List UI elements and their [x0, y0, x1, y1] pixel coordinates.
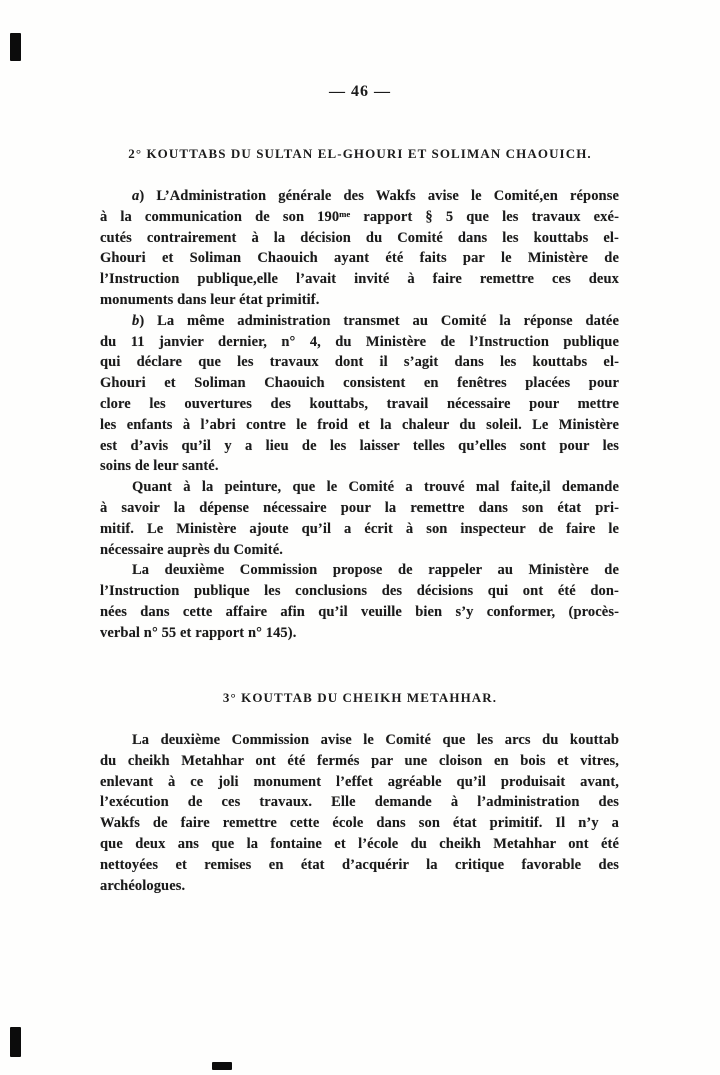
paragraph-line: est d’avis qu’il y a lieu de les laisser telles qu’elles sont pour les: [100, 437, 619, 454]
paragraph-line: à savoir la dépense nécessaire pour la remettre dans son état pri-: [100, 499, 619, 516]
paragraph-line: que deux ans que la fontaine et l’école du cheikh Metahhar ont été: [100, 835, 619, 852]
paragraph-line: du cheikh Metahhar ont été fermés par une cloison en bois et vitres,: [100, 752, 619, 769]
paragraph-line: archéologues.: [100, 877, 186, 894]
paragraph-line: cutés contrairement à la décision du Comité dans les kouttabs el-: [100, 229, 619, 246]
page-number: — 46 —: [329, 83, 391, 100]
paragraph-line: enlevant à ce joli monument l’effet agréable qu’il produisait avant,: [100, 773, 619, 790]
paragraph-line: Wakfs de faire remettre cette école dans son état primitif. Il n’y a: [100, 815, 619, 832]
paragraph-line: b) La même administration transmet au Comité la réponse datée: [132, 312, 619, 329]
paragraph-line: qui déclare que les travaux dont il s’agit dans les kouttabs el-: [100, 354, 619, 371]
section-heading-kouttab-cheikh: 3° KOUTTAB DU CHEIKH METAHHAR.: [222, 690, 498, 705]
paragraph-line: Ghouri et Soliman Chaouich ayant été faits par le Ministère de: [100, 250, 619, 267]
paragraph-line: l’Instruction publique les conclusions des décisions qui ont été don-: [100, 583, 619, 600]
paragraph-line: clore les ouvertures des kouttabs, travail nécessaire pour mettre: [100, 395, 619, 412]
paragraph-line: à la communication de son 190ᵐᵉ rapport § 5 que les travaux exé-: [100, 208, 619, 225]
paragraph-line: l’Instruction publique,elle l’avait invité à faire remettre ces deux: [100, 271, 619, 288]
section-heading-kouttabs-sultan: 2° KOUTTABS DU SULTAN EL-GHOURI ET SOLIMAN CHAOUICH.: [128, 146, 592, 161]
text-block-metahhar: [100, 730, 619, 896]
paragraph-line: nécessaire auprès du Comité.: [100, 541, 283, 558]
paragraph-line: l’exécution de ces travaux. Elle demande à l’administration des: [100, 794, 619, 811]
paragraph-line: verbal n° 55 et rapport n° 145).: [100, 624, 297, 641]
paragraph-line: les enfants à l’abri contre le froid et la chaleur du soleil. Le Ministère: [100, 416, 619, 433]
scan-mark-top-left: [10, 33, 21, 61]
paragraph-line: nées dans cette affaire afin qu’il veuille bien s’y conformer, (procès-: [100, 603, 619, 620]
paragraph-line: Ghouri et Soliman Chaouich consistent en fenêtres placées pour: [100, 375, 619, 392]
text-block-main: [100, 186, 619, 644]
scan-mark-bottom-left: [10, 1027, 21, 1057]
scan-mark-bottom-center: [212, 1062, 232, 1070]
paragraph-line: du 11 janvier dernier, n° 4, du Ministère de l’Instruction publique: [100, 333, 619, 350]
paragraph-line: mitif. Le Ministère ajoute qu’il a écrit à son inspecteur de faire le: [100, 520, 619, 537]
paragraph-line: La deuxième Commission propose de rappeler au Ministère de: [132, 562, 619, 579]
paragraph-line: La deuxième Commission avise le Comité que les arcs du kouttab: [132, 732, 619, 748]
paragraph-line: monuments dans leur état primitif.: [100, 291, 320, 308]
paragraph-line: soins de leur santé.: [100, 458, 219, 475]
paragraph-line: a) L’Administration générale des Wakfs avise le Comité,en réponse: [132, 188, 619, 204]
paragraph-line: Quant à la peinture, que le Comité a trouvé mal faite,il demande: [132, 479, 619, 496]
paragraph-line: nettoyées et remises en état d’acquérir la critique favorable des: [100, 856, 619, 873]
